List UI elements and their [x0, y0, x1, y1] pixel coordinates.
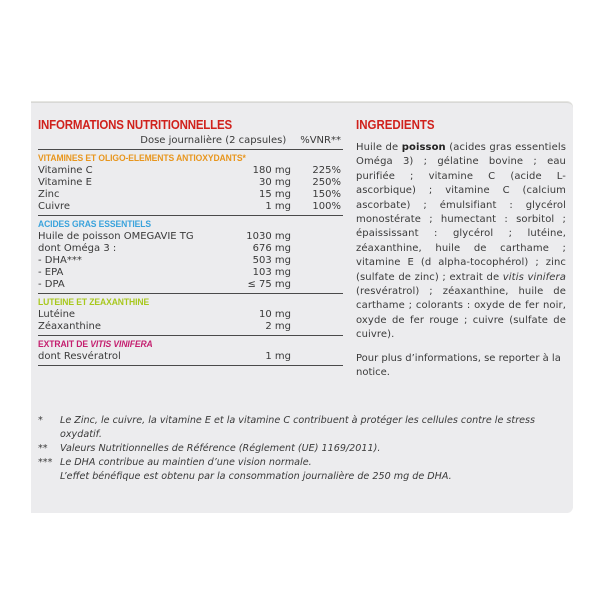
row-name: Zéaxanthine [38, 321, 102, 332]
row-vnr [291, 351, 343, 363]
section-vitis-vinifera [38, 338, 343, 366]
section-title [38, 338, 313, 351]
notice-text: Pour plus d’informations, se reporter à la notice. [356, 352, 561, 379]
row-amount: 180 mg [252, 165, 291, 176]
footnotes [38, 414, 558, 484]
footnote-mark: ** [38, 443, 48, 454]
section-lutein [38, 296, 343, 336]
dose-column-header: Dose journalière (2 capsules) [140, 135, 287, 146]
table-row [38, 309, 343, 321]
row-amount: 1 mg [265, 201, 291, 212]
row-vnr [291, 231, 343, 243]
row-amount: 676 mg [252, 243, 291, 254]
row-vnr [291, 243, 343, 255]
row-amount: ≤ 75 mg [247, 279, 291, 290]
section-title-italic: VITIS VINIFERA [90, 339, 153, 350]
ingredients-block [356, 118, 566, 381]
table-row [38, 255, 343, 267]
footnote [38, 456, 558, 470]
row-name: Cuivre [38, 201, 71, 212]
row-name: Vitamine C [38, 165, 93, 176]
table-row [38, 177, 343, 189]
row-amount: 503 mg [252, 255, 291, 266]
section-title: LUTEINE ET ZEAXANTHINE [38, 297, 150, 308]
footnote-mark: * [38, 415, 43, 426]
row-name: Vitamine E [38, 177, 92, 188]
footnote [38, 470, 558, 484]
table-header [38, 133, 343, 150]
ingr-italic: vitis vinifera [502, 271, 566, 283]
row-name: - DHA*** [38, 255, 82, 266]
row-amount: 103 mg [252, 267, 291, 278]
ingr-allergen: poisson [401, 142, 446, 153]
nutrition-label-panel [31, 102, 573, 513]
row-vnr: 100% [312, 201, 341, 212]
ingr-part: Huile de [356, 142, 402, 153]
row-amount: 1 mg [265, 351, 291, 362]
ingr-part: (resvératrol) ; zéaxanthine, huile de carthame ; colorants : oxyde de fer noir, oxyde de fer rouge ; cuivre (sulfate de cuivre). [356, 286, 566, 341]
footnote-mark [38, 470, 60, 484]
row-vnr [291, 267, 343, 279]
footnote [38, 442, 558, 456]
section-title-prefix: EXTRAIT DE [38, 339, 91, 350]
row-amount: 10 mg [259, 309, 291, 320]
footnote-text: Le Zinc, le cuivre, la vitamine E et la vitamine C contribuent à protéger les cellules contre le stress oxydatif. [60, 415, 536, 440]
row-name: Zinc [38, 189, 60, 200]
footnote-text: Valeurs Nutritionnelles de Référence (Réglement (UE) 1169/2011). [60, 443, 381, 454]
row-amount: 1030 mg [246, 231, 291, 242]
row-vnr: 225% [312, 165, 341, 176]
table-row [38, 243, 343, 255]
section-title: ACIDES GRAS ESSENTIELS [38, 219, 151, 230]
row-vnr [291, 309, 343, 321]
row-name: dont Oméga 3 : [38, 243, 117, 254]
row-amount: 30 mg [259, 177, 291, 188]
row-name: Lutéine [38, 309, 76, 320]
row-vnr: 250% [312, 177, 341, 188]
row-name: dont Resvératrol [38, 351, 121, 362]
nutrition-facts [38, 118, 343, 366]
section-title: VITAMINES ET OLIGO-ELEMENTS ANTIOXYDANTS* [38, 153, 246, 164]
nutrition-title: INFORMATIONS NUTRITIONNELLES [38, 118, 232, 132]
footnote [38, 414, 558, 442]
row-vnr [291, 255, 343, 267]
row-name: Huile de poisson OMEGAVIE TG [38, 231, 194, 242]
section-fatty-acids [38, 218, 343, 294]
table-row [38, 279, 343, 291]
table-row [38, 201, 343, 213]
footnote-text: Le DHA contribue au maintien d’une vision normale. [60, 457, 312, 468]
row-vnr: 150% [312, 189, 341, 200]
row-vnr [291, 321, 343, 333]
table-row [38, 165, 343, 177]
footnote-mark: *** [38, 457, 53, 468]
table-row [38, 189, 343, 201]
ingredients-title: INGREDIENTS [356, 118, 435, 132]
ingredients-text [356, 141, 566, 343]
row-name: - EPA [38, 267, 64, 278]
table-row [38, 321, 343, 333]
row-name: - DPA [38, 279, 65, 290]
ingr-part: (acides gras essentiels Oméga 3) ; gélatine bovine ; eau purifiée ; vitamine C (acide L-ascorbique) ; vitamine C (calcium ascorbate) ; émulsifiant : glycérol monostérate ; humectant : sorbitol ; épaississant : glycérol ; lutéine, zéaxanthine, huile de carthame ; vitamine E (d alpha-tocophérol) ; zinc (sulfate de zinc) ; extrait de [356, 142, 567, 283]
table-row [38, 267, 343, 279]
vnr-column-header: %VNR** [300, 135, 341, 146]
footnote-text: L’effet bénéfique est obtenu par la consommation journalière de 250 mg de DHA. [60, 471, 452, 482]
table-row [38, 231, 343, 243]
row-vnr [291, 279, 343, 291]
table-row [38, 351, 343, 363]
section-antioxidants [38, 152, 343, 216]
row-amount: 15 mg [259, 189, 291, 200]
row-amount: 2 mg [265, 321, 291, 332]
